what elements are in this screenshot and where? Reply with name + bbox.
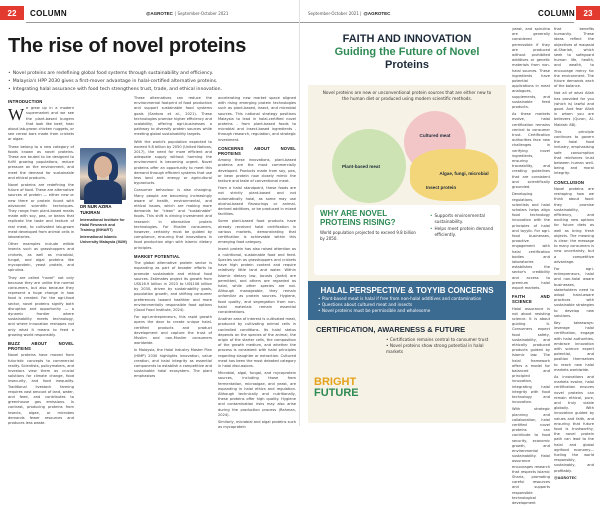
- article-body: [8, 96, 296, 430]
- paragraph: Key takeaways: leverage halal certification, engage with halal authorities, embrace innovation with science expert potential, and position themselves to reach new halal markets worldwide.: [554, 320, 594, 372]
- paragraph: Microbial, algal, fungal, and mycoprotein sources, including those from fermentation, microalgae, and yeast, are expanding in halal ethics and regulation. Although technically and nutritionally, these proteins offer high quality. Hygiene and contamination risks may also arise during the production process (Rahman, 2024).: [218, 371, 296, 417]
- paragraph: As innovations and markets evolve, halal certification ensures novel proteins can remain ethical, pure, and truly viable globally. With innovation guided by values and faith, and ensuring that future food is trustworthy, the novel protein path can lead to the halal and global agrifood economy—fueling the world responsibly, sustainably, and profitably.: [554, 375, 594, 473]
- header-rule: [300, 22, 574, 23]
- body-column-b: [554, 27, 594, 480]
- certification-list: [386, 337, 498, 354]
- paragraph: With strategic planning and collaboration, halal certified novel proteins can contribute to food security, economic growth, and environmental sustainability. Halal assurance encourages research that respects Islamic Sharia, promoting careful resources and supports responsible technological development: [512, 407, 550, 506]
- paragraph: Novel proteins have moved from futuristic concepts to commercial reality. Scientists, policymakers, and investors view them as crucial solutions for climate change, food insecurity, and food inequality. Traditional livestock farming requires vast amount of land, water, and feed, and contributes to greenhouse gas emissions. In contrast, producing proteins from insects, algae, or microbes demands fewer resources and produces less waste.: [8, 353, 74, 425]
- paragraph: Novel proteins are reshaping how we think about food: they promise sustainability, efficiency, and exciting new options for future diets as well as bring fresh objects. The meaning is clear: the message to many consumers is new uncertainty, but a competitive advantage.: [554, 186, 594, 264]
- paragraph: They are called "novel" not only because they are unlike the normal consumers, but also because they represent a huge change in how food is created. For the agri-food sector, novel proteins signify both disruption and opportunity — a dynamic frontier where sustainability meets technology, and where innovation reshapes not only what it means to feed a growing world responsibly.: [8, 275, 74, 337]
- section-heading: FAITH AND SCIENCE: [512, 294, 550, 305]
- infographic-subtitle: Guiding the Future of Novel: [334, 46, 480, 58]
- why-rising-list: [430, 213, 502, 239]
- bullet-icon: •: [8, 87, 11, 93]
- author-affiliation: International Islamic University Malaysia (IIUM): [80, 235, 127, 245]
- list-item: • Certification remains central to consumer trust: [386, 337, 489, 342]
- bright-future-logo: [314, 377, 374, 417]
- paragraph: Not all of what Allah has provided for you (which is) lawful and good. And fear Allah in whom you are believers (Quran, Al-Maidah: 88).: [554, 91, 594, 127]
- paragraph: Insect protein has also raised attention as a nutritional, sustainable food and feed. Species such as grasshoppers and crickets have high protein content and require relatively little land and water. Within Islamic dietary law, locusts (jarād) are permitted, and others are regarded as halal, while other species are not. Although manageable, they remain unfamiliar as protein sources. Hygiene, food quality, and segregation from non-halal materials remain essential considerations.: [218, 247, 296, 314]
- venn-plant-based: Plant-based meat: [332, 129, 406, 203]
- article-title: The rise of novel proteins: [8, 35, 247, 57]
- list-item: • Questions about cultured meat and insects: [318, 302, 413, 307]
- key-points: [8, 70, 298, 95]
- paragraph: Among these innovations, plant-based proteins are the most commercially developed. Products made from soy, pea, or bean protein now closely mimic the texture and taste of conventional meat.: [218, 158, 296, 184]
- author-box: [80, 148, 128, 288]
- right-body: [512, 27, 594, 506]
- why-rising-stat: World population projected to exceed 9.8 billion by 2050.: [320, 230, 416, 241]
- paragraph: We grew up in a modern supermarket and we see the plant-based burgers that look like beef, hear about lab-grown chicken nuggets, or see cereal bars made from crickets or algae.: [8, 105, 74, 142]
- section-heading: MARKET POTENTIAL: [134, 253, 181, 259]
- paragraph: that benefits humanity. These ideas reflect the objectives of maqasid al-Shariah, which seek to safeguard human life, health, and wealth, to encourage mercy for the environment. The future demands each of the balance.: [554, 27, 594, 89]
- paragraph: These belong to a new category of foods known as novel proteins. These are touted to be designed to fulfil growing populations, reduce pressure on the environment, and meet the demand for sustainable and ethical products.: [8, 144, 74, 180]
- key-point: • Malaysia's HPP 2030 gives a first-mover advantage in halal-certified alternative proteins.: [8, 79, 218, 85]
- paragraph: Halal assurance is not about resisting science. It is about guiding it. Consumers expect food safety, sustainability, and ethically produced products guided by Islamic law. The halal framework offers a model for balanced and principled innovation, integrating halal integrity with food technology and innovation.: [512, 306, 550, 405]
- list-item: • Novel proteins must be permissible and wholesome: [318, 308, 431, 313]
- list-item: • Supports environmental sustainability.: [430, 213, 485, 224]
- right-page: [300, 0, 600, 506]
- infographic: [308, 27, 506, 423]
- bullet-icon: •: [8, 79, 11, 85]
- paragraph: In Malaysia, the Halal Industry Master Plan (HIMP) 2030 highlights innovation, value creation, and halal integrity as essential components to establish a competitive and sustainable halal ecosystem. The plant emphasises: [134, 348, 212, 379]
- body-column-1: [8, 96, 74, 425]
- drop-cap: W: [8, 105, 25, 125]
- halal-list: [318, 296, 496, 314]
- paragraph: This principle continues to govern the halal food industry, emphasising safe consumption that reinforces trust between human well-being and moral integrity.: [554, 129, 594, 176]
- paragraph: For agri-entrepreneurs, halal and non-halal aware businesses, stakeholders need to adopt halal-aware practices with sustainable strategies to develop new solutions.: [554, 266, 594, 318]
- infographic-intro: Novel proteins are new or unconventional protein sources that are either new to the human diet or produced using modern scientific methods.: [322, 90, 492, 101]
- paragraph: Another area of interest is cultivated meat, produced by cultivating animal cells in controlled conditions. Its halal status depends on the species of the animal, the origin of the starter cells, the composition of the growth medium, and whether the process is consistent with halal principles regarding slaughter or extraction. Cultured meat has been the most debated category in halal discussions.: [218, 317, 296, 368]
- paragraph: Consumer behaviour is also changing. Many people are becoming increasingly aware of health, environmental, and ethical issues, which are making more demands for "clean" and "sustainable" foods. This shift is driving investment and research in alternative protein technologies. For Muslim consumers, however, certainty must be guided by compliance, ensuring that innovations in food production align with Islamic dietary principles.: [134, 188, 212, 250]
- section-label: COLUMN: [538, 8, 575, 18]
- page-number: 23: [576, 6, 600, 20]
- list-item: • Novel proteins show strong potential in halal markets: [386, 342, 484, 354]
- section-heading: INTRODUCTION: [8, 99, 43, 104]
- section-heading: BUZZ ABOUT NOVEL PROTEINS: [8, 340, 74, 352]
- protein-sources-diagram: [308, 109, 506, 201]
- paragraph: As these markets evolve, halal certification remains central to consumer trust. Certification authorities face new challenges in verifying novel ingredients, ensuring traceability, and creating guidelines that are consistent and scientifically grounded.: [512, 112, 550, 190]
- halal-title: HALAL PERSPECTIVE & TOYYIB CONCERNS: [320, 286, 494, 295]
- masthead: @AGROTEC: [146, 10, 173, 16]
- left-page: [0, 0, 300, 430]
- certification-panel: [308, 320, 506, 359]
- section-label: COLUMN: [30, 8, 67, 18]
- why-rising-title: WHY ARE NOVEL PROTEINS RISING?: [320, 209, 396, 227]
- infographic-subtitle: Proteins: [384, 59, 429, 71]
- author-affiliation: International Institute for Halal Research and Training (INHART): [80, 218, 125, 232]
- paragraph: accelerating new market space aligned with rising emerging protein technologies such as plant-based, insect, and microbial sources. This national strategy positions Malaysia to lead in halal-certified novel proteins - from plant-based foods to microbial and insect-based ingredients - through research, regulation, and strategic investment.: [218, 96, 296, 142]
- body-column-3: [134, 96, 212, 422]
- author-name: DR NUR AZIRA TUKIRAN: [80, 204, 112, 215]
- infographic-header: [308, 27, 506, 85]
- body-column-4: [218, 96, 296, 430]
- infographic-title: FAITH AND INNOVATION: [342, 33, 472, 45]
- section-heading: CONCLUSION: [554, 179, 585, 185]
- issue-date: | September-October 2021: [174, 10, 229, 16]
- key-point: • Novel proteins are redefining global food systems through sustainability and efficiency.: [8, 71, 214, 76]
- paragraph: With the world's population expected to exceed 9.8 billion by 2050 (United Nations, 2017), the need for more efficient and adequate supply without harming the environment is becoming urgent. Novel proteins offer an opportunity to meet this demand through efficient systems that use less land and energy or agricultural byproducts.: [134, 139, 212, 186]
- paragraph: The global alternative protein sector is expanding as part of broader efforts to promote sustainable and ethical food sources. Estimates project its growth from US$16.9 billion in 2023 to US$108 billion by 2030, driven by sustainability goals, population growth, and shifting consumer preferences toward healthier and more environmentally responsible food options (Good Food Institute, 2024).: [134, 261, 212, 312]
- section-heading: CONCERNS ABOUT NOVEL PROTEINS: [218, 145, 296, 157]
- signoff: @AGROTEC: [554, 475, 577, 480]
- list-item: • Plant-based meat is halal if free from non-halal additives and contamination: [318, 296, 482, 301]
- paragraph: Other examples include edible insects such as grasshoppers and crickets, as well as microbial, fungal, and algal proteins like mycoprotein, yeast protein, and spirulina.: [8, 242, 74, 273]
- bullet-icon: •: [8, 71, 11, 76]
- venn-cultured-meat: Cultured meat: [404, 111, 466, 173]
- key-point: • Integrating halal assurance with food tech strengthens trust, trade, and ethical innovation.: [8, 87, 222, 93]
- body-column-a: [512, 27, 550, 506]
- paragraph: Some plant-based food products have already received halal certification in various markets, demonstrating that certification is achievable within this emerging food category.: [218, 219, 296, 245]
- header-rule: [26, 22, 300, 23]
- page-number: 22: [0, 6, 24, 20]
- masthead: @AGROTEC: [363, 10, 391, 16]
- check-icon: •: [430, 213, 433, 218]
- paragraph: yeast, and spirulina are generally considered permissible if they are produced without prohibited additives or genetic materials from non-halal sources. These ingredients have potential applications in meat analogues, supplements, and sustainable feed products.: [512, 27, 550, 110]
- paragraph: Similarly, microbial and algal proteins such as mycoprotein: [218, 419, 296, 430]
- halal-perspective-panel: [308, 281, 506, 320]
- why-rising-card: [314, 205, 500, 275]
- right-header: [300, 6, 600, 20]
- venn-insect-protein: Insect protein: [426, 185, 457, 190]
- paragraph: Developing regulations, scientists and halal scholars helps align food technology innovation with the principles of halal and toyyib. For agri-food businesses, proactive engagement with halal certification bodies and laboratories establishes the sector's credibility and access to premium halal export markets.: [512, 192, 550, 290]
- paragraph: From a halal standpoint, these foods are not strictly plant-based and not automatically halal, as some may use alcohol-based flavourings or animal-derived additives, or be produced in mixed facilities.: [218, 186, 296, 217]
- bright-word: BRIGHT: [314, 376, 357, 388]
- issue-date: September-October 2021 |: [308, 10, 362, 16]
- paragraph: For agri-entrepreneurs, this rapid growth opens the door to create unique halal-certified products and product development and capture the trust of Muslim and non-Muslim consumers worldwide.: [134, 315, 212, 346]
- certification-title: CERTIFICATION, AWARENESS & FUTURE: [316, 325, 466, 334]
- list-item: • Helps meet protein demand efficiently.: [430, 226, 494, 237]
- author-photo: [80, 148, 126, 200]
- future-word: FUTURE: [314, 387, 359, 399]
- paragraph: Novel proteins are redefining the future of food. These are alternative sources of protein — either new or new there or protein found with advanced scientific techniques. They range from plant-based meats made with soy, pea, or beans that replicate the taste and texture of real meat, to cultivated lab-grown meat developed from animal cells in laboratories.: [8, 183, 74, 240]
- paragraph: These alternatives can reduce the environmental footprint of food production and support sustainable food systems goals (Santoro et al., 2021). These technologies promise higher efficiency and scalability, offering agri-businesses a pathway to diversify protein sources while meeting global sustainability targets.: [134, 96, 212, 137]
- left-header: [0, 6, 300, 20]
- check-icon: •: [430, 226, 433, 232]
- venn-algae-fungi: Algae, fungi, microbial: [410, 149, 498, 201]
